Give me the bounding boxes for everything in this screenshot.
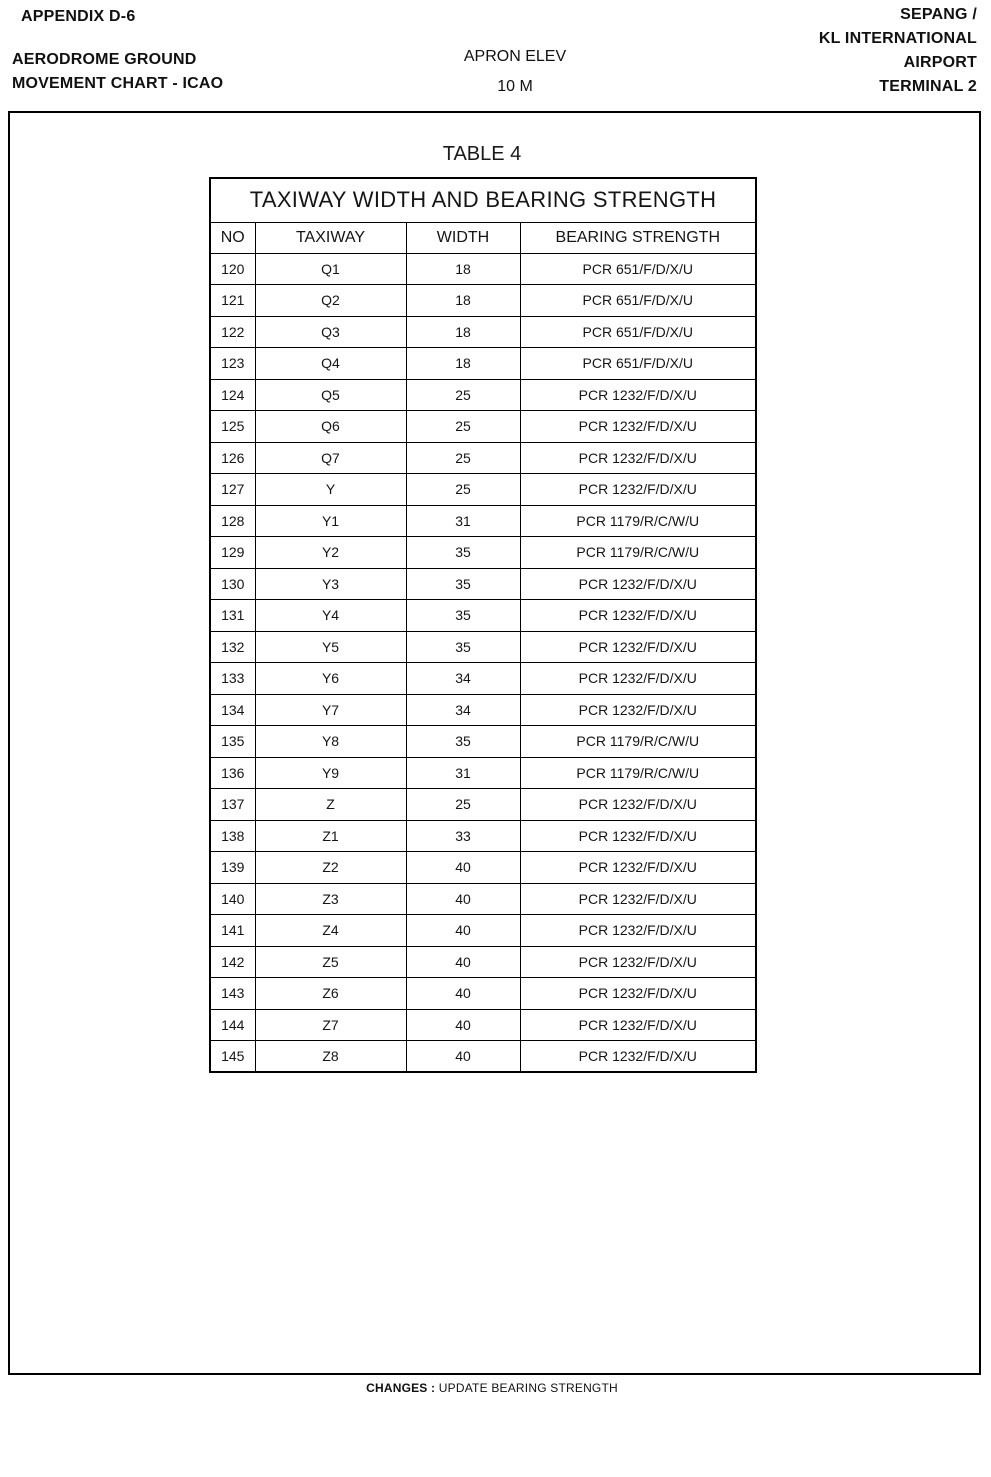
table-title-row — [210, 178, 756, 222]
table-cell: PCR 1232/F/D/X/U — [520, 1041, 756, 1073]
table-row — [210, 442, 756, 474]
airport-name-line3: AIRPORT — [903, 54, 977, 71]
taxiway-table — [209, 177, 757, 1073]
table-cell: Y8 — [255, 726, 406, 758]
column-header-no: NO — [210, 222, 255, 253]
table-row — [210, 631, 756, 663]
table-cell: 124 — [210, 379, 255, 411]
table-cell: 128 — [210, 505, 255, 537]
table-cell: Z — [255, 789, 406, 821]
table-cell: 139 — [210, 852, 255, 884]
table-cell: PCR 1232/F/D/X/U — [520, 820, 756, 852]
table-row — [210, 253, 756, 285]
table-row — [210, 694, 756, 726]
table-cell: Y5 — [255, 631, 406, 663]
table-cell: 18 — [406, 348, 520, 380]
apron-elev-value: 10 M — [497, 78, 533, 95]
table-cell: Z1 — [255, 820, 406, 852]
table-cell: Y2 — [255, 537, 406, 569]
table-cell: Q6 — [255, 411, 406, 443]
table-caption: TABLE 4 — [442, 143, 522, 165]
column-header-bearing-strength: BEARING STRENGTH — [520, 222, 756, 253]
table-row — [210, 568, 756, 600]
table-cell: 134 — [210, 694, 255, 726]
table-cell: PCR 1179/R/C/W/U — [520, 726, 756, 758]
table-cell: 40 — [406, 915, 520, 947]
table-cell: Z4 — [255, 915, 406, 947]
table-cell: 35 — [406, 600, 520, 632]
table-cell: 40 — [406, 883, 520, 915]
document-title-line1: AERODROME GROUND — [12, 51, 197, 68]
changes-note — [0, 1381, 984, 1395]
table-cell: 142 — [210, 946, 255, 978]
table-cell: 40 — [406, 978, 520, 1010]
table-cell: 31 — [406, 757, 520, 789]
table-cell: PCR 1232/F/D/X/U — [520, 442, 756, 474]
table-cell: PCR 1179/R/C/W/U — [520, 505, 756, 537]
table-row — [210, 316, 756, 348]
table-row — [210, 820, 756, 852]
table-cell: Q2 — [255, 285, 406, 317]
appendix-label: APPENDIX D-6 — [21, 8, 136, 25]
table-row — [210, 537, 756, 569]
table-row — [210, 789, 756, 821]
table-cell: 40 — [406, 1009, 520, 1041]
table-row — [210, 1041, 756, 1073]
table-cell: PCR 651/F/D/X/U — [520, 316, 756, 348]
table-row — [210, 1009, 756, 1041]
column-header-taxiway: TAXIWAY — [255, 222, 406, 253]
table-row — [210, 915, 756, 947]
table-body — [210, 253, 756, 1072]
table-cell: PCR 1232/F/D/X/U — [520, 883, 756, 915]
table-cell: Q5 — [255, 379, 406, 411]
table-cell: Y1 — [255, 505, 406, 537]
airport-name-line2: KL INTERNATIONAL — [818, 30, 977, 47]
table-cell: PCR 1179/R/C/W/U — [520, 537, 756, 569]
table-cell: 34 — [406, 694, 520, 726]
table-cell: Y9 — [255, 757, 406, 789]
table-cell: 25 — [406, 411, 520, 443]
table-cell: PCR 651/F/D/X/U — [520, 253, 756, 285]
table-row — [210, 411, 756, 443]
table-cell: PCR 1232/F/D/X/U — [520, 379, 756, 411]
table-cell: 127 — [210, 474, 255, 506]
table-row — [210, 663, 756, 695]
table-cell: 25 — [406, 379, 520, 411]
table-cell: Z5 — [255, 946, 406, 978]
table-cell: 35 — [406, 537, 520, 569]
table-cell: 40 — [406, 1041, 520, 1073]
table-cell: PCR 1232/F/D/X/U — [520, 694, 756, 726]
apron-elevation — [415, 42, 615, 102]
table-row — [210, 285, 756, 317]
table-cell: PCR 651/F/D/X/U — [520, 285, 756, 317]
table-cell: 141 — [210, 915, 255, 947]
table-cell: PCR 1232/F/D/X/U — [520, 568, 756, 600]
table-cell: 143 — [210, 978, 255, 1010]
table-row — [210, 600, 756, 632]
table-cell: PCR 1232/F/D/X/U — [520, 946, 756, 978]
table-row — [210, 883, 756, 915]
table-cell: 132 — [210, 631, 255, 663]
table-row — [210, 978, 756, 1010]
table-cell: 18 — [406, 253, 520, 285]
table-cell: 33 — [406, 820, 520, 852]
table-cell: 122 — [210, 316, 255, 348]
table-cell: Y3 — [255, 568, 406, 600]
table-cell: Q7 — [255, 442, 406, 474]
table-cell: 144 — [210, 1009, 255, 1041]
table-row — [210, 505, 756, 537]
table-cell: 135 — [210, 726, 255, 758]
table-cell: Q4 — [255, 348, 406, 380]
table-cell: Y7 — [255, 694, 406, 726]
table-row — [210, 474, 756, 506]
table-cell: 34 — [406, 663, 520, 695]
table-cell: PCR 1232/F/D/X/U — [520, 1009, 756, 1041]
table-cell: 35 — [406, 631, 520, 663]
table-cell: PCR 1232/F/D/X/U — [520, 663, 756, 695]
table-cell: PCR 1232/F/D/X/U — [520, 411, 756, 443]
table-title: TAXIWAY WIDTH AND BEARING STRENGTH — [210, 178, 756, 222]
column-header-width: WIDTH — [406, 222, 520, 253]
table-cell: PCR 651/F/D/X/U — [520, 348, 756, 380]
table-cell: 35 — [406, 568, 520, 600]
table-cell: PCR 1232/F/D/X/U — [520, 915, 756, 947]
table-row — [210, 946, 756, 978]
table-cell: Y — [255, 474, 406, 506]
table-cell: 136 — [210, 757, 255, 789]
table-cell: 133 — [210, 663, 255, 695]
table-row — [210, 726, 756, 758]
changes-text: UPDATE BEARING STRENGTH — [438, 1381, 618, 1395]
table-cell: Y4 — [255, 600, 406, 632]
table-cell: 18 — [406, 285, 520, 317]
table-cell: PCR 1232/F/D/X/U — [520, 789, 756, 821]
table-cell: PCR 1179/R/C/W/U — [520, 757, 756, 789]
table-cell: 18 — [406, 316, 520, 348]
table-cell: Q1 — [255, 253, 406, 285]
table-cell: PCR 1232/F/D/X/U — [520, 474, 756, 506]
table-cell: Z2 — [255, 852, 406, 884]
table-cell: Z3 — [255, 883, 406, 915]
table-cell: Z6 — [255, 978, 406, 1010]
changes-label: CHANGES : — [366, 1381, 436, 1395]
airport-name-line4: TERMINAL 2 — [879, 78, 977, 95]
table-cell: 120 — [210, 253, 255, 285]
table-cell: 137 — [210, 789, 255, 821]
table-cell: 145 — [210, 1041, 255, 1073]
table-cell: 138 — [210, 820, 255, 852]
table-row — [210, 757, 756, 789]
page-border-box — [8, 111, 981, 1375]
airport-name-line1: SEPANG / — [900, 6, 977, 23]
table-cell: 40 — [406, 946, 520, 978]
document-title-line2: MOVEMENT CHART - ICAO — [12, 75, 224, 92]
airport-name — [819, 3, 977, 99]
table-cell: 35 — [406, 726, 520, 758]
table-cell: 129 — [210, 537, 255, 569]
table-cell: 25 — [406, 474, 520, 506]
table-row — [210, 379, 756, 411]
table-cell: 131 — [210, 600, 255, 632]
table-header-row — [210, 222, 756, 253]
table-cell: PCR 1232/F/D/X/U — [520, 852, 756, 884]
table-row — [210, 852, 756, 884]
table-cell: 125 — [210, 411, 255, 443]
table-cell: Z7 — [255, 1009, 406, 1041]
table-cell: 140 — [210, 883, 255, 915]
table-cell: 121 — [210, 285, 255, 317]
table-cell: Q3 — [255, 316, 406, 348]
table-cell: PCR 1232/F/D/X/U — [520, 978, 756, 1010]
table-cell: Y6 — [255, 663, 406, 695]
table-cell: 40 — [406, 852, 520, 884]
table-cell: 31 — [406, 505, 520, 537]
table-cell: Z8 — [255, 1041, 406, 1073]
table-cell: PCR 1232/F/D/X/U — [520, 600, 756, 632]
table-row — [210, 348, 756, 380]
table-cell: 123 — [210, 348, 255, 380]
table-cell: 25 — [406, 789, 520, 821]
table-cell: 130 — [210, 568, 255, 600]
table-cell: 126 — [210, 442, 255, 474]
table-cell: 25 — [406, 442, 520, 474]
table-cell: PCR 1232/F/D/X/U — [520, 631, 756, 663]
apron-elev-label: APRON ELEV — [463, 48, 567, 65]
document-title — [12, 48, 223, 96]
